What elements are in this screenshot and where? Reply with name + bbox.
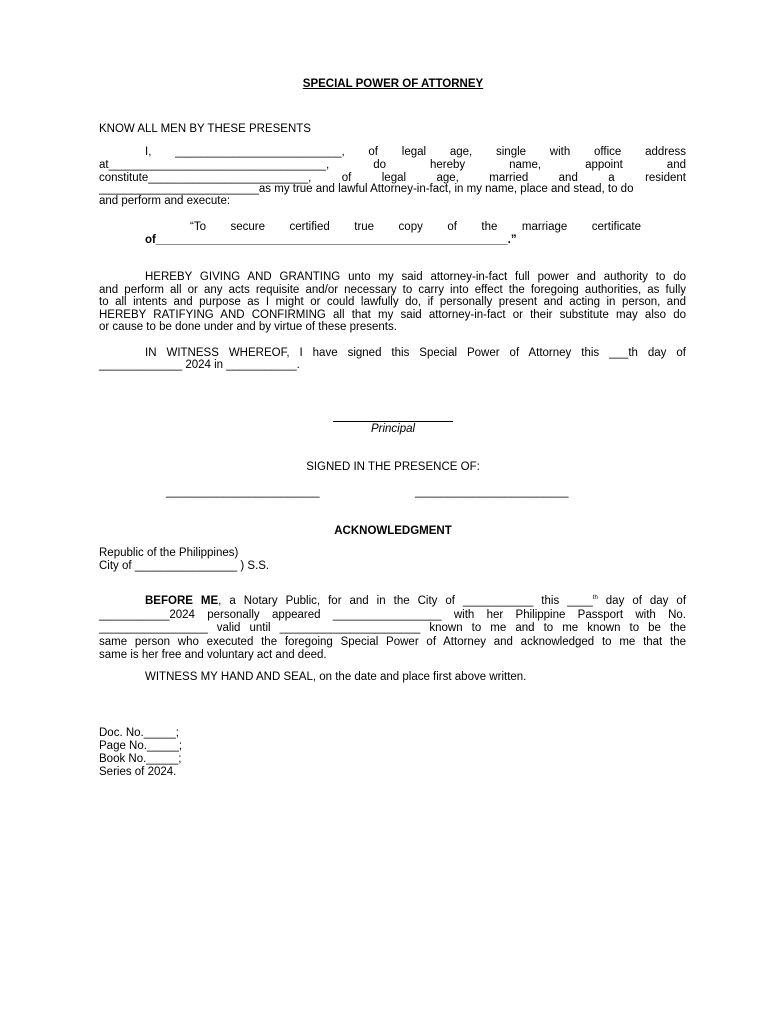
witness-2-signature-line: ________________________ [415, 486, 569, 498]
p4-line2-text: ___________2024 personally appeared _________________ with her Philippine Passport with No. [99, 609, 686, 621]
p3-line1-text: IN WITNESS WHEREOF, I have signed this Special Power of Attorney this ___th day of [145, 347, 686, 359]
p4-line4-text: same person who executed the foregoing Special Power of Attorney and acknowledged to me that the [99, 636, 686, 648]
p2-line3-text: to all intents and purpose as I might or could lawfully do, if personally present and acting in person, and [99, 296, 686, 308]
p4-line1-end: day of day of [597, 595, 687, 607]
p4-line1-rest: , a Notary Public, for and in the City of ___________ this ____ [218, 595, 593, 607]
book-no: Book No._____; [99, 753, 182, 765]
p2-line4-text: HEREBY RATIFYING AND CONFIRMING all that my said attorney-in-fact or their substitute may also do [99, 309, 686, 321]
p4-line1-text [145, 595, 686, 608]
p2-line3 [99, 296, 686, 309]
intro-heading: KNOW ALL MEN BY THESE PRESENTS [99, 123, 311, 135]
p3-line2: _____________ 2024 in ___________. [99, 359, 300, 371]
acknowledgment-title: ACKNOWLEDGMENT [334, 525, 452, 537]
principal-signature-line [333, 421, 453, 422]
signed-presence-heading: SIGNED IN THE PRESENCE OF: [306, 461, 480, 473]
document-title: SPECIAL POWER OF ATTORNEY [302, 78, 484, 90]
p1-line4: _________________________as my true and lawful Attorney-in-fact, in my name, place and stead, to do [99, 183, 634, 195]
series: Series of 2024. [99, 766, 177, 778]
quote-line1 [190, 221, 641, 234]
principal-label: Principal [370, 423, 416, 435]
venue-line2: City of ________________ ) S.S. [99, 560, 270, 572]
p1-line1 [145, 146, 686, 159]
p1-line2 [99, 159, 686, 172]
witness-hand-seal: WITNESS MY HAND AND SEAL, on the date and place first above written. [145, 671, 527, 683]
before-me-label: BEFORE ME [145, 595, 219, 607]
p4-line2 [99, 609, 686, 622]
p4-line4 [99, 636, 686, 649]
p2-line1 [145, 271, 686, 284]
doc-no: Doc. No._____; [99, 727, 179, 739]
p1-line2-text: at__________________________________, do hereby name, appoint and [99, 159, 686, 171]
witness-1-signature-line: ________________________ [166, 486, 320, 498]
p4-line5: same is her free and voluntary act and deed. [99, 649, 327, 661]
p2-line2-text: and perform all or any acts requisite and/or necessary to carry into effect the foregoing authorities, as fully [99, 284, 686, 296]
p1-line3-text: constitute_________________________, of legal age, married and a resident [99, 172, 686, 184]
p2-line1-text: HEREBY GIVING AND GRANTING unto my said attorney-in-fact full power and authority to do [145, 271, 686, 283]
quote-line1-text: “To secure certified true copy of the marriage certificate [190, 221, 641, 233]
p1-line1-text: I, __________________________, of legal age, single with office address [145, 146, 686, 158]
p4-line1 [145, 595, 686, 608]
venue-line1: Republic of the Philippines) [99, 547, 239, 559]
p1-line5: and perform and execute: [99, 195, 231, 207]
p2-line5: or cause to be done under and by virtue of these presents. [99, 321, 397, 333]
p4-superscript: th [592, 595, 598, 602]
page-no: Page No._____; [99, 740, 183, 752]
p4-line3 [99, 622, 686, 635]
quote-line2: of_______________________________________________________.” [145, 234, 517, 246]
p4-line3-text: _________________ valid until ______________________ known to me and to me known to be the [99, 622, 686, 634]
